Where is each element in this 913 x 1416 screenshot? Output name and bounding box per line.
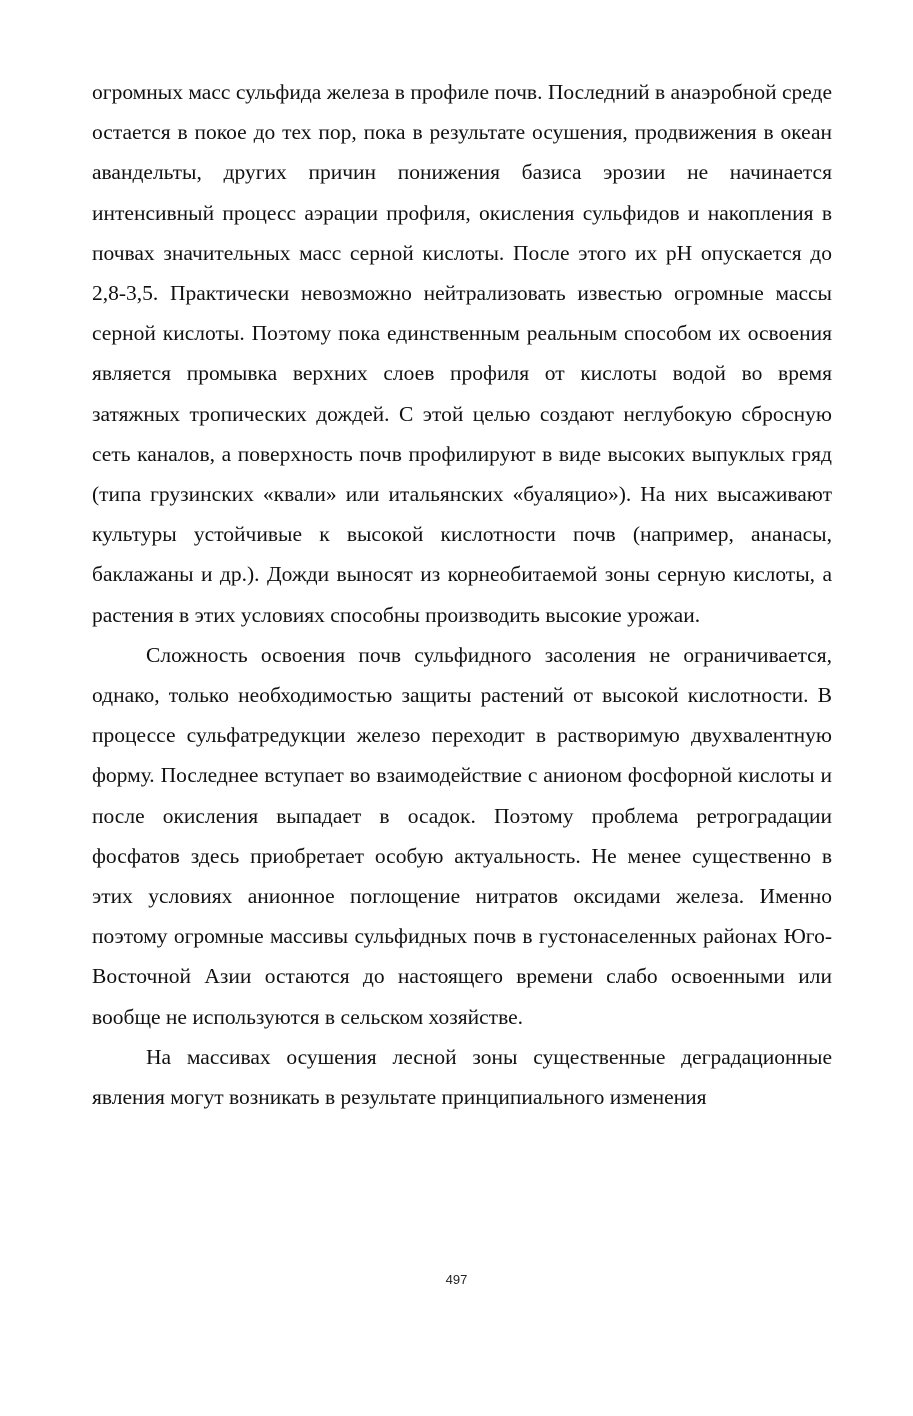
paragraph-2: Сложность освоения почв сульфидного засоления не ограничивается, однако, только необходимостью защиты растений от высокой кислотности. В процессе сульфатредукции железо переходит в растворимую двухвалентную форму. Последнее вступает во взаимодействие с анионом фосфорной кислоты и после окисления выпадает в осадок. Поэтому проблема ретроградации фосфатов здесь приобретает особую актуальность. Не менее существенно в этих условиях анионное поглощение нитратов оксидами железа. Именно поэтому огромные массивы сульфидных почв в густонаселенных районах Юго-Восточной Азии остаются до настоящего времени слабо освоенными или вообще не используются в сельском хозяйстве. <box>92 642 832 1029</box>
page-number: 497 <box>445 1272 468 1287</box>
body-text <box>92 72 832 1117</box>
paragraph-3: На массивах осушения лесной зоны существенные деградационные явления могут возникать в результате принципиального изменения <box>92 1044 832 1110</box>
paragraph-1: огромных масс сульфида железа в профиле почв. Последний в анаэробной среде остается в покое до тех пор, пока в результате осушения, продвижения в океан авандельты, других причин понижения базиса эрозии не начинается интенсивный процесс аэрации профиля, окисления сульфидов и накопления в почвах значительных масс серной кислоты. После этого их рН опускается до 2,8-3,5. Практически невозможно нейтрализовать известью огромные массы серной кислоты. Поэтому пока единственным реальным способом их освоения является промывка верхних слоев профиля от кислоты водой во время затяжных тропических дождей. С этой целью создают неглубокую сбросную сеть каналов, а поверхность почв профилируют в виде высоких выпуклых гряд (типа грузинских «квали» или итальянских «буаляцио»). На них высаживают культуры устойчивые к высокой кислотности почв (например, ананасы, баклажаны и др.). Дожди выносят из корнеобитаемой зоны серную кислоты, а растения в этих условиях способны производить высокие урожаи. <box>92 80 832 627</box>
